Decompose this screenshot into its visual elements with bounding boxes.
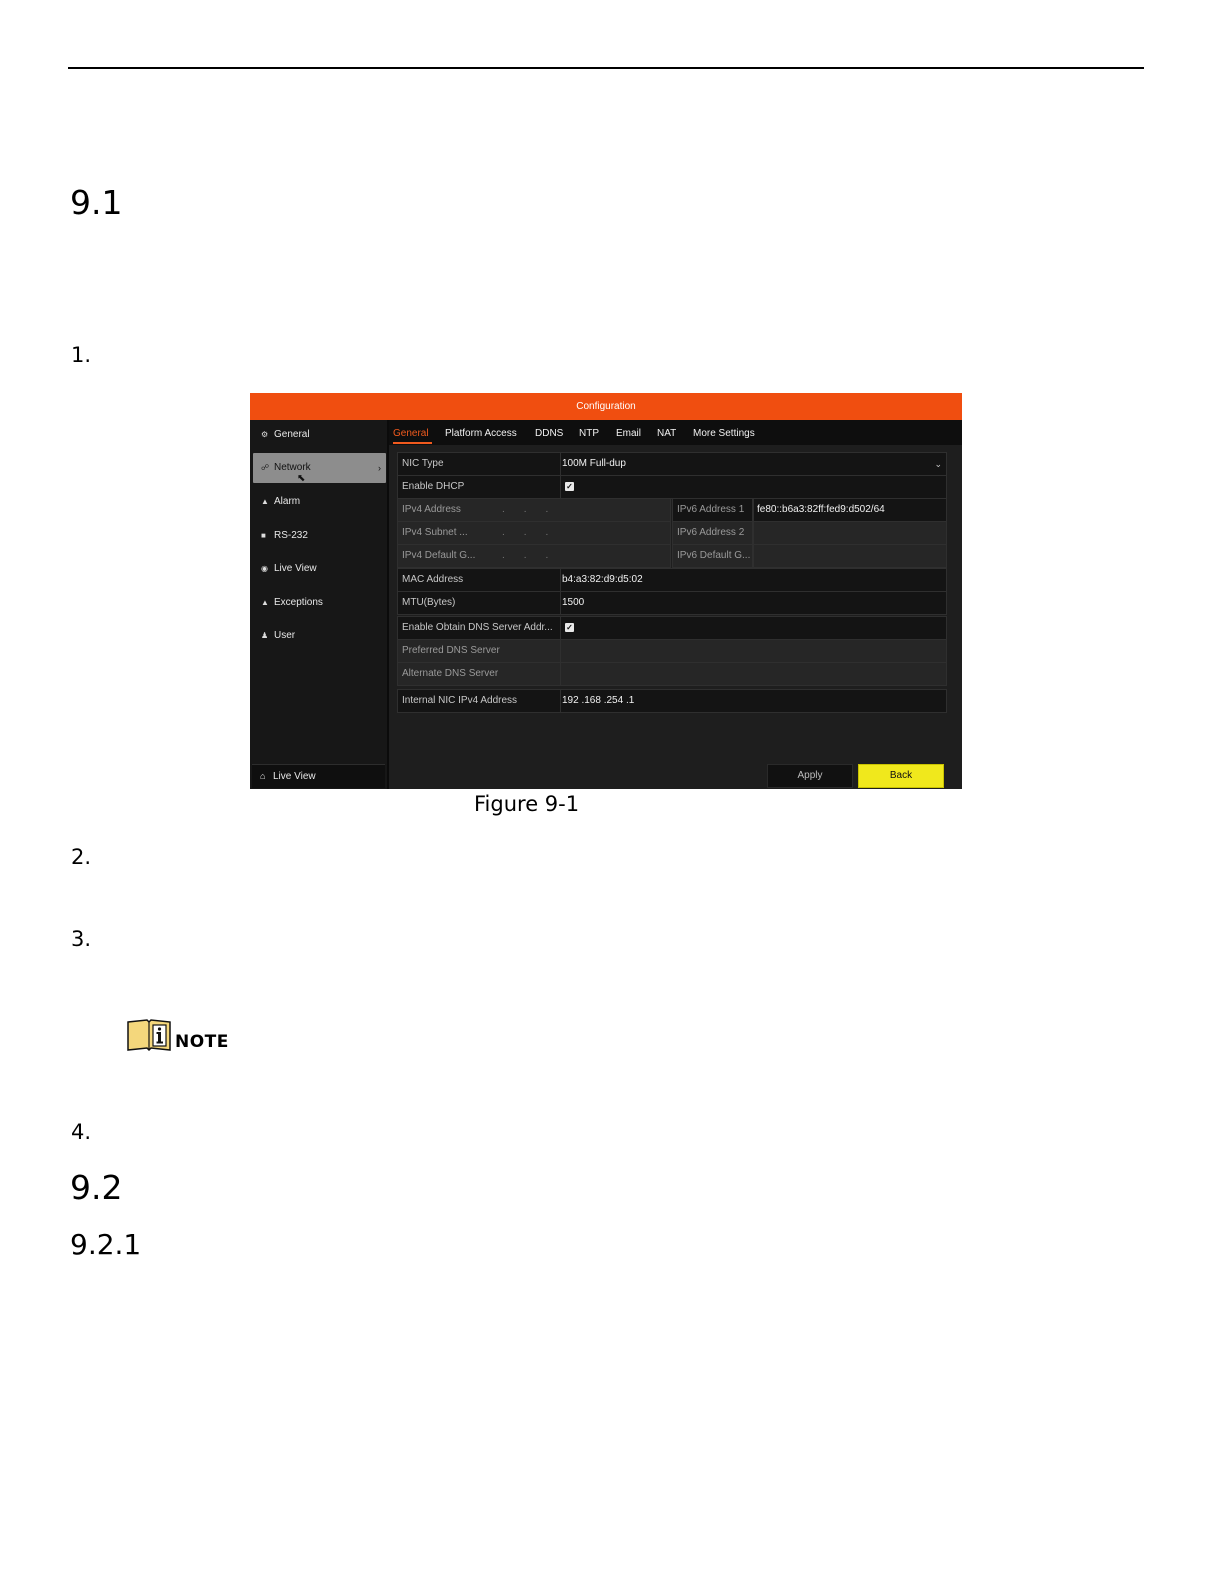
ipv4-address-label: IPv4 Address [402, 504, 461, 515]
ipv4-address-field[interactable] [397, 498, 671, 522]
warning-icon: ▲ [261, 598, 269, 607]
sidebar-item-live-view[interactable] [253, 554, 386, 584]
ipv6-address-1-label: IPv6 Address 1 [677, 504, 745, 515]
sidebar-item-label: User [274, 630, 296, 641]
ipv6-address-1-value: fe80::b6a3:82ff:fed9:d502/64 [757, 504, 885, 515]
home-icon: ⌂ [260, 771, 266, 781]
sidebar-item-alarm[interactable] [253, 487, 386, 517]
sidebar-item-rs-232[interactable] [253, 521, 386, 551]
section-heading-9-2: 9.2 [70, 1168, 123, 1207]
internal-nic-row [397, 689, 947, 713]
enable-dhcp-row [397, 475, 947, 499]
step-number-3: 3. [71, 927, 92, 951]
note-label: NOTE [175, 1032, 229, 1052]
sidebar-item-label: Exceptions [274, 597, 323, 608]
sidebar-item-exceptions[interactable] [253, 588, 386, 618]
ipv6-address-2-label: IPv6 Address 2 [677, 527, 745, 538]
sidebar-item-label: Network [274, 462, 311, 473]
sidebar-item-label: RS-232 [274, 530, 308, 541]
sidebar-item-network[interactable] [253, 453, 386, 483]
sidebar-item-user[interactable] [253, 621, 386, 651]
mtu-label: MTU(Bytes) [402, 597, 456, 608]
enable-dns-checkbox[interactable]: ✓ [566, 623, 573, 632]
nic-type-row [397, 452, 947, 476]
mouse-cursor-icon: ⬉ [297, 473, 306, 484]
chevron-right-icon: › [378, 463, 381, 473]
figure-caption: Figure 9-1 [474, 792, 580, 816]
sidebar-bottom-label: Live View [273, 771, 316, 782]
ipv4-subnet-label: IPv4 Subnet ... [402, 527, 468, 538]
gear-icon: ⚙ [261, 430, 269, 439]
step-number-2: 2. [71, 845, 92, 869]
tab-general[interactable]: General [393, 428, 429, 439]
tab-email[interactable]: Email [616, 428, 642, 439]
ipv4-address-placeholder: ... [502, 504, 568, 515]
section-heading-9-1: 9.1 [70, 183, 123, 222]
step-number-1: 1. [71, 343, 92, 367]
ipv4-gateway-placeholder: ... [502, 550, 568, 561]
mac-address-row [397, 568, 947, 592]
ipv6-gateway-label: IPv6 Default G... [677, 550, 751, 561]
tab-more-settings[interactable]: More Settings [693, 428, 755, 439]
serial-port-icon: ■ [261, 531, 266, 540]
ipv6-address-2-label-cell [672, 521, 753, 545]
chevron-down-icon[interactable]: ⌄ [934, 459, 942, 469]
preferred-dns-row[interactable] [397, 639, 947, 663]
back-button[interactable]: Back [858, 764, 944, 788]
internal-nic-label: Internal NIC IPv4 Address [402, 695, 518, 706]
configuration-screenshot [250, 393, 962, 789]
active-tab-indicator [393, 442, 432, 444]
tab-ntp[interactable]: NTP [579, 428, 599, 439]
sidebar-item-label: Alarm [274, 496, 301, 507]
ipv6-gateway-label-cell [672, 544, 753, 568]
sidebar-item-label: Live View [274, 563, 317, 574]
ipv4-gateway-field[interactable] [397, 544, 671, 568]
header-rule [68, 67, 1144, 69]
preferred-dns-label: Preferred DNS Server [402, 645, 500, 656]
ipv6-gateway-field[interactable] [753, 544, 947, 568]
alternate-dns-row[interactable] [397, 662, 947, 686]
ipv4-subnet-placeholder: ... [502, 527, 568, 538]
tab-nat[interactable]: NAT [657, 428, 677, 439]
tab-ddns[interactable]: DDNS [535, 428, 564, 439]
sidebar-item-general[interactable] [253, 420, 386, 450]
alarm-icon: ▲ [261, 497, 269, 506]
ipv4-gateway-label: IPv4 Default G... [402, 550, 476, 561]
mtu-row [397, 591, 947, 615]
sidebar [250, 420, 387, 789]
enable-dns-row [397, 616, 947, 640]
enable-dhcp-label: Enable DHCP [402, 481, 465, 492]
note-book-icon [127, 1019, 171, 1051]
enable-dns-label: Enable Obtain DNS Server Addr... [402, 622, 553, 633]
tab-bar [389, 420, 962, 445]
mtu-input[interactable]: 1500 [562, 597, 585, 608]
ipv4-subnet-field[interactable] [397, 521, 671, 545]
network-icon: ☍ [261, 463, 270, 472]
ipv6-address-1-label-cell [672, 498, 753, 522]
settings-panel [389, 445, 962, 789]
mac-address-label: MAC Address [402, 574, 464, 585]
window-title: Configuration [250, 393, 962, 420]
nic-type-label: NIC Type [402, 458, 444, 469]
apply-button[interactable]: Apply [767, 764, 853, 788]
alternate-dns-label: Alternate DNS Server [402, 668, 499, 679]
step-number-4: 4. [71, 1120, 92, 1144]
mac-address-value: b4:a3:82:d9:d5:02 [562, 574, 643, 585]
sidebar-item-label: General [274, 429, 310, 440]
enable-dhcp-checkbox[interactable]: ✓ [566, 482, 573, 491]
section-heading-9-2-1: 9.2.1 [70, 1228, 142, 1261]
tab-platform-access[interactable]: Platform Access [445, 428, 517, 439]
ipv6-address-1-field[interactable] [753, 498, 947, 522]
sidebar-live-view-button[interactable] [252, 764, 385, 788]
internal-nic-input[interactable]: 192 .168 .254 .1 [562, 695, 635, 706]
nic-type-select[interactable]: 100M Full-dup [562, 458, 626, 469]
eye-icon: ◉ [261, 564, 268, 573]
users-icon: ♟ [261, 631, 269, 640]
ipv6-address-2-field[interactable] [753, 521, 947, 545]
